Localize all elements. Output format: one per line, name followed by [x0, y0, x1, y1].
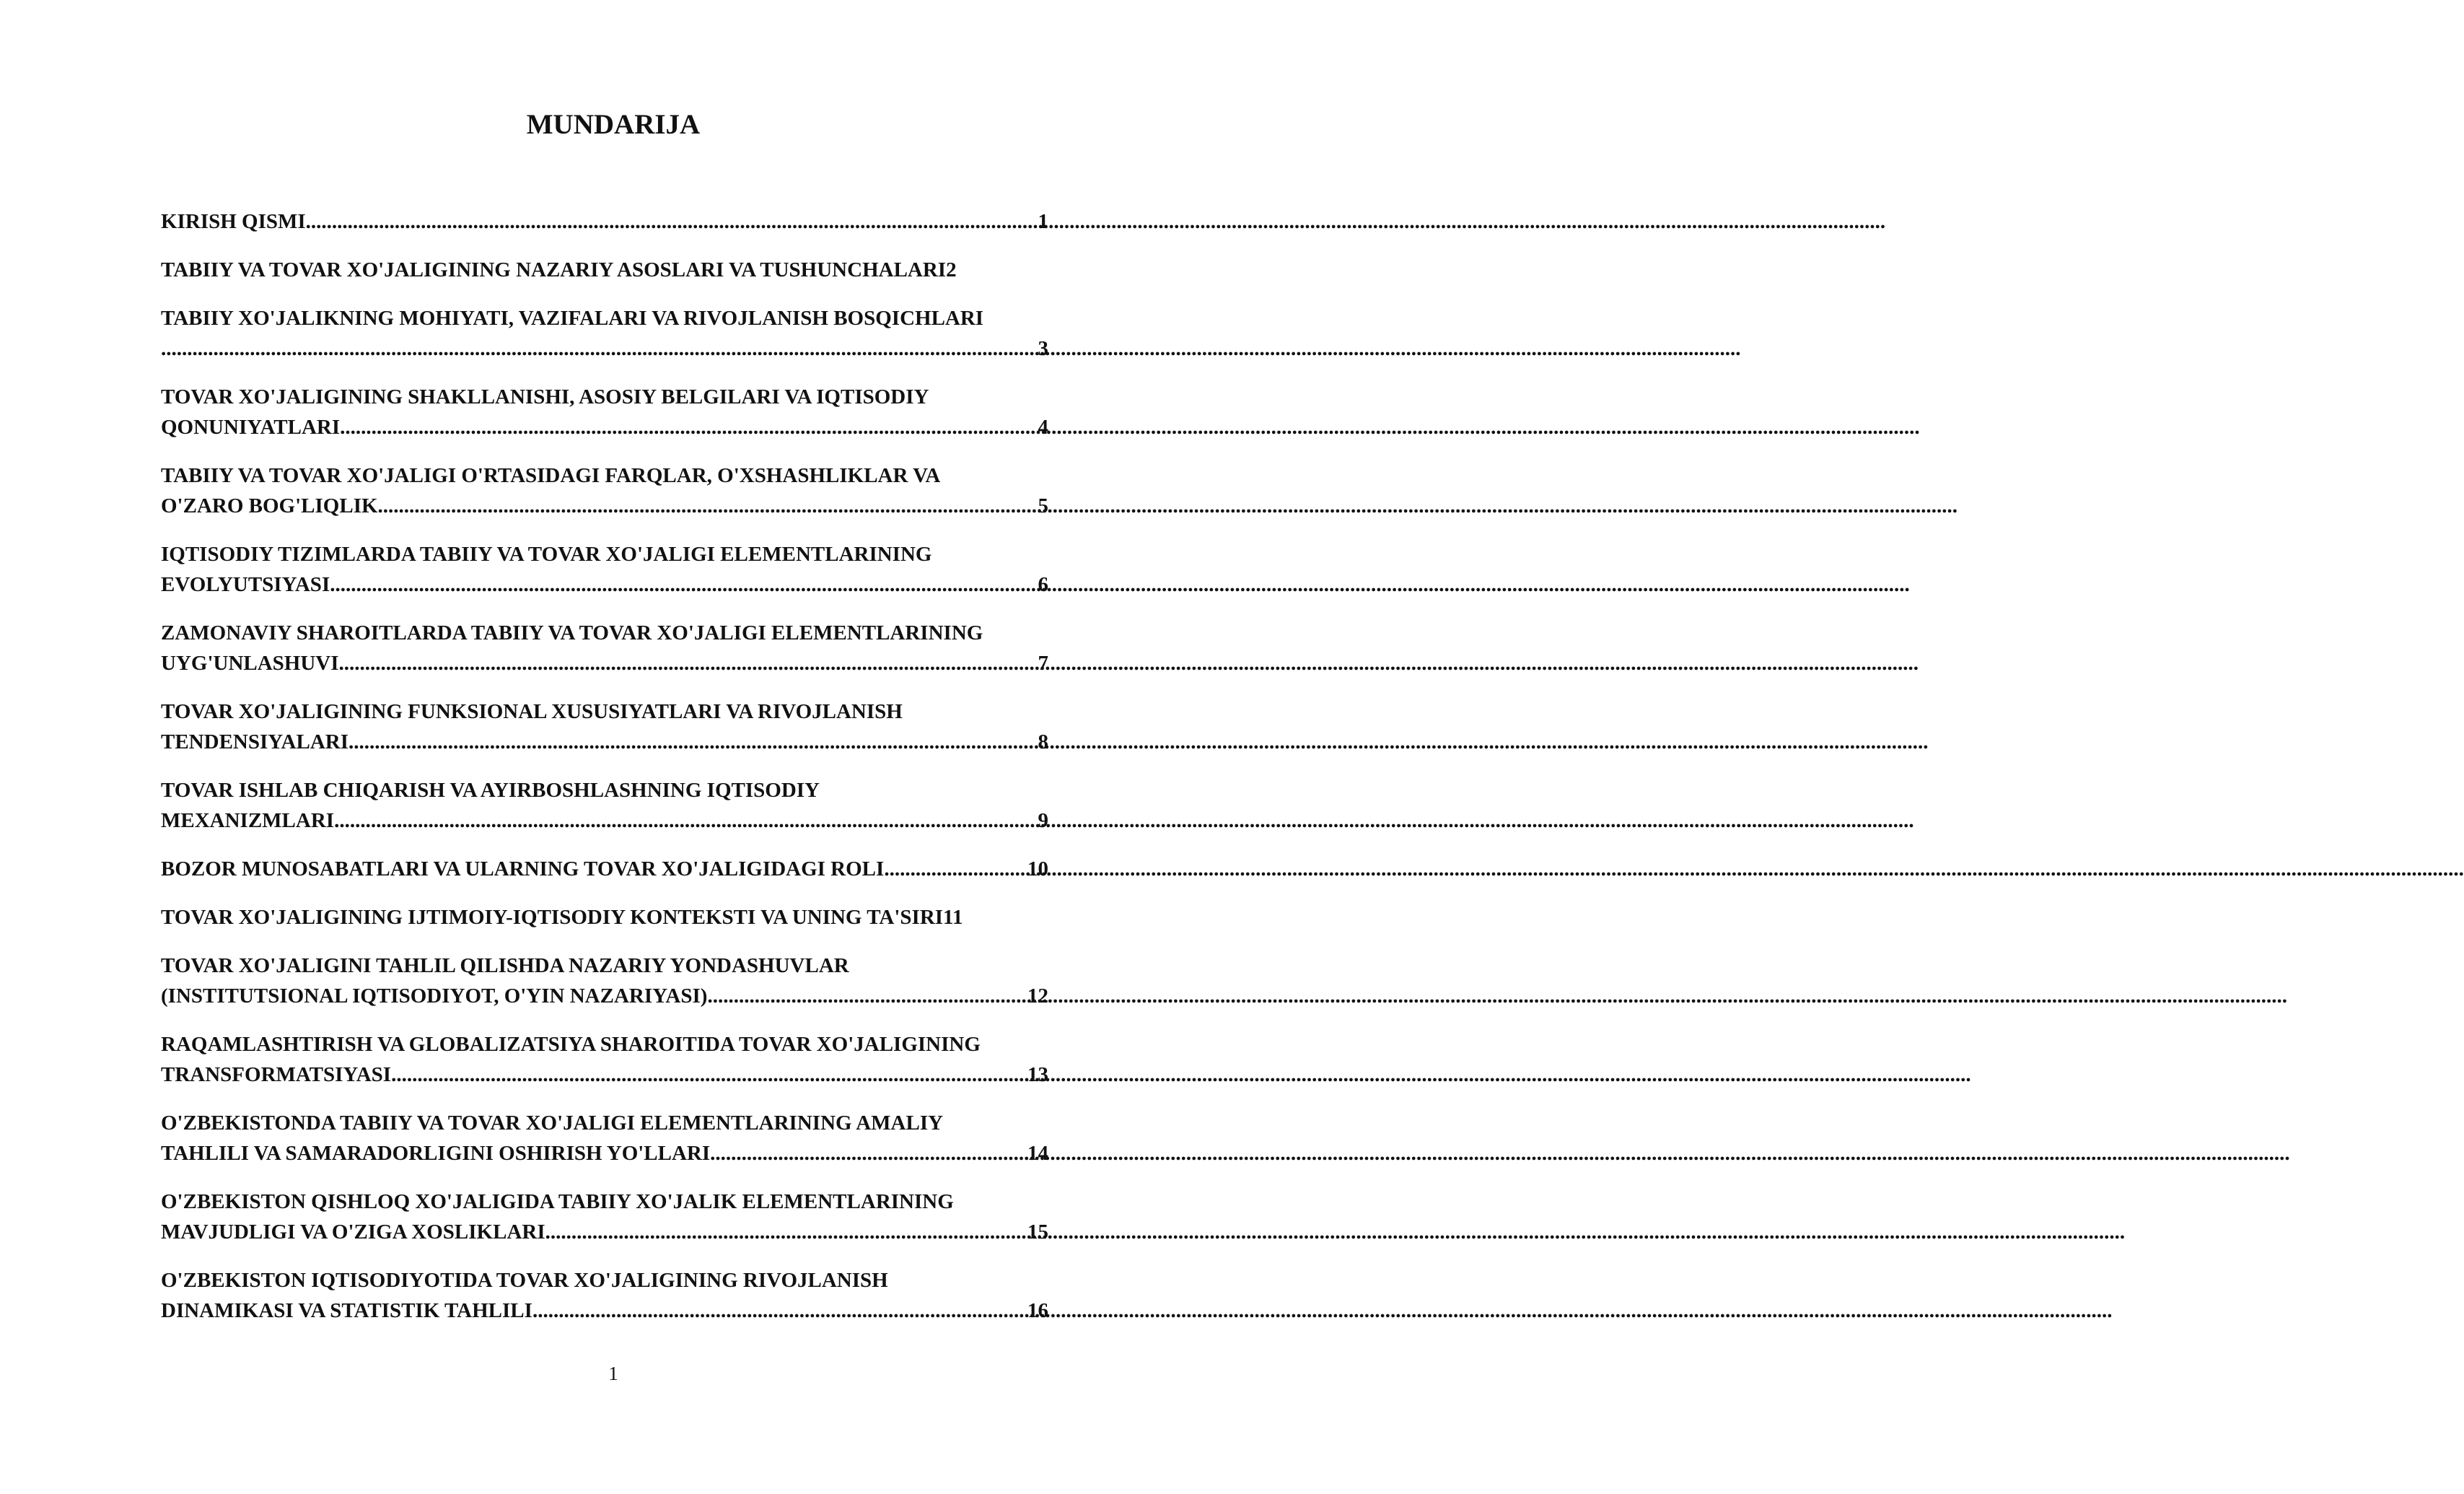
toc-entry-line	[161, 333, 1048, 364]
toc-entry-line	[161, 727, 1048, 757]
toc-entry[interactable]	[161, 1187, 1048, 1247]
toc-page-number: 8	[1038, 730, 1048, 753]
toc-dot-leader	[306, 206, 1038, 237]
toc-entry-title: MAVJUDLIGI VA O'ZIGA XOSLIKLARI	[161, 1220, 545, 1244]
toc-entry-title-line: IQTISODIY TIZIMLARDA TABIIY VA TOVAR XO'JALIGI ELEMENTLARINING	[161, 543, 932, 566]
toc-entry[interactable]	[161, 382, 1048, 442]
toc-entry-line	[161, 1217, 1048, 1247]
toc-dot-leader	[348, 727, 1038, 757]
toc-page-number: 14	[1027, 1142, 1048, 1165]
toc-dot-leader	[884, 854, 1027, 884]
toc-entry-line	[161, 206, 1048, 237]
toc-entry[interactable]	[161, 775, 1048, 836]
toc-entry-title-line: O'ZBEKISTON QISHLOQ XO'JALIGIDA TABIIY XO'JALIK ELEMENTLARINING	[161, 1190, 954, 1213]
toc-page-number: 5	[1038, 494, 1048, 517]
table-of-contents	[161, 206, 1048, 1344]
toc-entry[interactable]	[161, 460, 1048, 521]
toc-entry[interactable]	[161, 951, 1048, 1011]
toc-entry-title: MEXANIZMLARI	[161, 809, 335, 832]
toc-entry-title: TAHLILI VA SAMARADORLIGINI OSHIRISH YO'LLARI	[161, 1142, 711, 1165]
toc-dot-leader	[334, 805, 1038, 836]
toc-entry-title-line: TABIIY XO'JALIKNING MOHIYATI, VAZIFALARI VA RIVOJLANISH BOSQICHLARI	[161, 307, 984, 330]
toc-entry-title: BOZOR MUNOSABATLARI VA ULARNING TOVAR XO'JALIGIDAGI ROLI	[161, 857, 885, 881]
toc-entry[interactable]	[161, 1029, 1048, 1090]
toc-entry-title-line: O'ZBEKISTONDA TABIIY VA TOVAR XO'JALIGI ELEMENTLARINING AMALIY	[161, 1111, 944, 1135]
toc-entry-line	[161, 854, 1048, 884]
toc-entry[interactable]	[161, 539, 1048, 600]
toc-page-number: 6	[1038, 573, 1048, 596]
toc-dot-leader	[340, 412, 1038, 442]
toc-page-number: 13	[1027, 1063, 1048, 1086]
toc-dot-leader	[532, 1296, 1027, 1326]
toc-page-number: 16	[1027, 1299, 1048, 1322]
toc-entry[interactable]	[161, 854, 1048, 884]
toc-page-number: 11	[943, 906, 963, 929]
toc-entry-title: QONUNIYATLARI	[161, 416, 341, 439]
toc-entry-line	[161, 981, 1048, 1011]
toc-page-number: 7	[1038, 652, 1048, 675]
toc-entry-title-line: ZAMONAVIY SHAROITLARDA TABIIY VA TOVAR XO'JALIGI ELEMENTLARINING	[161, 621, 983, 645]
toc-entry[interactable]	[161, 206, 1048, 237]
toc-entry[interactable]	[161, 303, 1048, 364]
toc-entry-line	[161, 255, 1048, 285]
toc-entry[interactable]	[161, 1265, 1048, 1326]
toc-dot-leader	[330, 569, 1038, 600]
toc-page-number: 4	[1038, 416, 1048, 439]
toc-entry-title-line: TOVAR XO'JALIGINING SHAKLLANISHI, ASOSIY BELGILARI VA IQTISODIY	[161, 385, 929, 409]
toc-page-number: 12	[1027, 984, 1048, 1008]
toc-entry[interactable]	[161, 255, 1048, 285]
toc-entry-title: DINAMIKASI VA STATISTIK TAHLILI	[161, 1299, 532, 1322]
toc-dot-leader	[545, 1217, 1027, 1247]
toc-entry[interactable]	[161, 696, 1048, 757]
toc-dot-leader	[707, 981, 1027, 1011]
toc-entry-title: O'ZARO BOG'LIQLIK	[161, 494, 378, 517]
toc-entry-title-line: RAQAMLASHTIRISH VA GLOBALIZATSIYA SHAROITIDA TOVAR XO'JALIGINING	[161, 1033, 981, 1056]
toc-entry-title: TENDENSIYALARI	[161, 730, 349, 753]
toc-entry[interactable]	[161, 1108, 1048, 1168]
page-number: 1	[608, 1363, 618, 1384]
toc-page-number: 3	[1038, 337, 1048, 360]
toc-entry-line	[161, 902, 1048, 932]
toc-entry-title: TABIIY VA TOVAR XO'JALIGINING NAZARIY ASOSLARI VA TUSHUNCHALARI	[161, 258, 947, 281]
toc-entry-title-line: TOVAR ISHLAB CHIQARISH VA AYIRBOSHLASHNING IQTISODIY	[161, 779, 820, 802]
toc-entry-title: (INSTITUTSIONAL IQTISODIYOT, O'YIN NAZARIYASI)	[161, 984, 708, 1008]
toc-entry-title-line: TOVAR XO'JALIGINING FUNKSIONAL XUSUSIYATLARI VA RIVOJLANISH	[161, 700, 903, 723]
toc-entry-title: TOVAR XO'JALIGINING IJTIMOIY-IQTISODIY KONTEKSTI VA UNING TA'SIRI	[161, 906, 944, 929]
page-title: MUNDARIJA	[526, 109, 701, 140]
toc-page-number: 15	[1027, 1220, 1048, 1244]
toc-entry[interactable]	[161, 618, 1048, 678]
toc-entry-title-line: TABIIY VA TOVAR XO'JALIGI O'RTASIDAGI FARQLAR, O'XSHASHLIKLAR VA	[161, 464, 941, 487]
toc-entry-title-line: O'ZBEKISTON IQTISODIYOTIDA TOVAR XO'JALIGINING RIVOJLANISH	[161, 1269, 888, 1292]
toc-page-number: 9	[1038, 809, 1048, 832]
toc-entry-line	[161, 1060, 1048, 1090]
toc-entry-line	[161, 805, 1048, 836]
toc-entry-title-line: TOVAR XO'JALIGINI TAHLIL QILISHDA NAZARIY YONDASHUVLAR	[161, 954, 849, 977]
toc-entry-line	[161, 1138, 1048, 1168]
toc-entry-line	[161, 569, 1048, 600]
toc-page-number: 2	[946, 258, 957, 281]
toc-dot-leader	[161, 333, 1038, 364]
toc-entry-title: KIRISH QISMI	[161, 210, 306, 233]
toc-entry-line	[161, 412, 1048, 442]
toc-entry-line	[161, 1296, 1048, 1326]
toc-page-number: 10	[1027, 857, 1048, 881]
toc-page-number: 1	[1038, 210, 1048, 233]
toc-dot-leader	[378, 491, 1038, 521]
toc-entry-line	[161, 648, 1048, 678]
toc-entry[interactable]	[161, 902, 1048, 932]
toc-entry-title: EVOLYUTSIYASI	[161, 573, 330, 596]
toc-dot-leader	[339, 648, 1038, 678]
toc-dot-leader	[710, 1138, 1027, 1168]
toc-entry-title: UYG'UNLASHUVI	[161, 652, 339, 675]
toc-entry-title: TRANSFORMATSIYASI	[161, 1063, 392, 1086]
toc-entry-line	[161, 491, 1048, 521]
toc-dot-leader	[391, 1060, 1027, 1090]
